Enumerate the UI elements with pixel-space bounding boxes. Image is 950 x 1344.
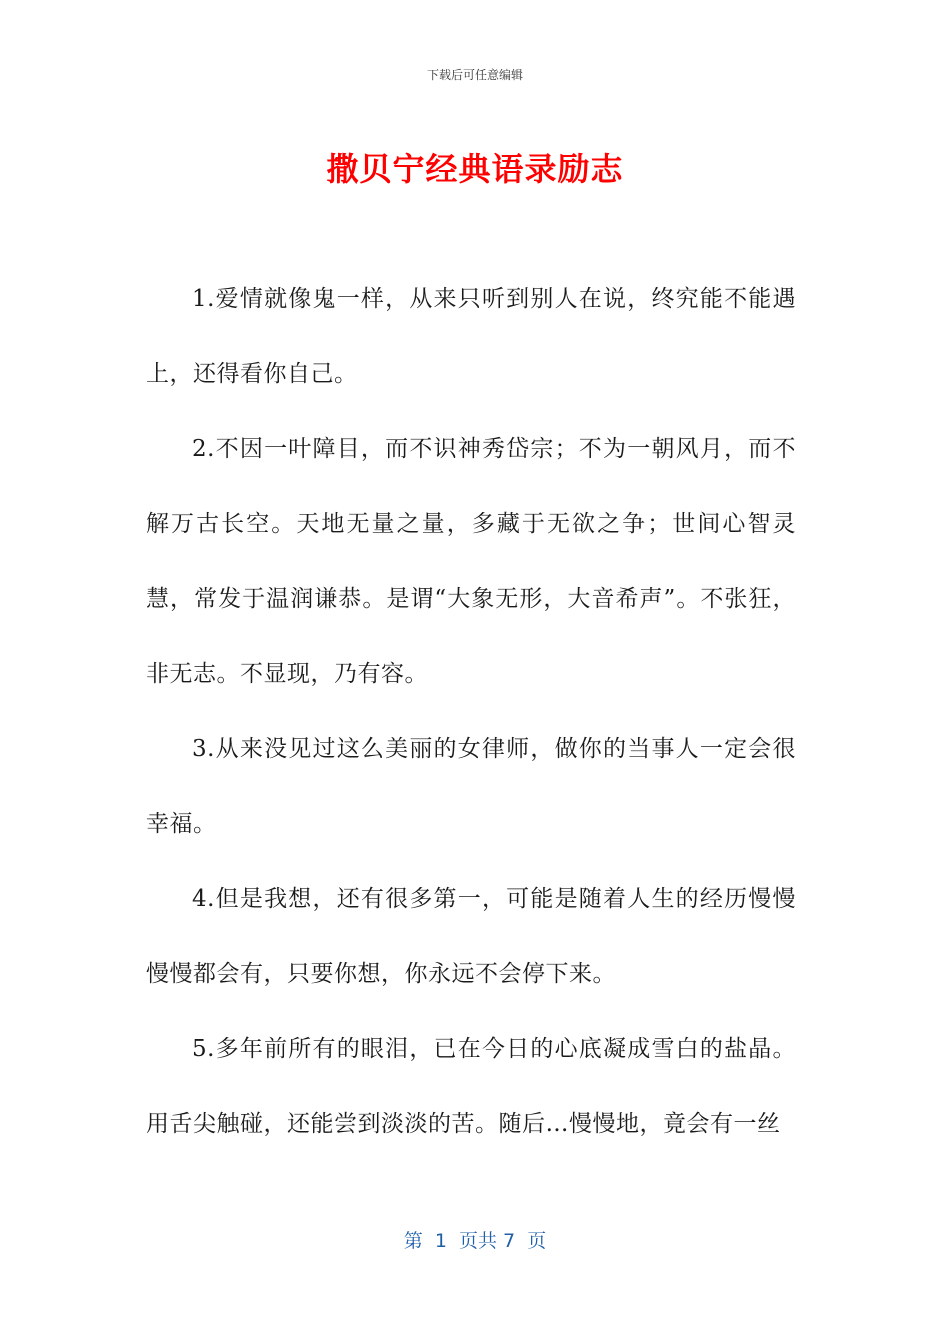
paragraph-2: 2.不因一叶障目，而不识神秀岱宗；不为一朝风月，而不解万古长空。天地无量之量，多藏于无欲之争；世间心智灵慧，常发于温润谦恭。是谓“大象无形，大音希声”。不张狂，非无志。不显现，乃有容。 <box>146 436 796 687</box>
page-number-footer: 第 1 页共 7 页 <box>403 1230 547 1252</box>
paragraph-1: 1.爱情就像鬼一样，从来只听到别人在说，终究能不能遇上，还得看你自己。 <box>146 286 796 387</box>
document-body <box>146 262 796 1162</box>
document-title: 撒贝宁经典语录励志 <box>326 150 624 188</box>
paragraph-5: 5.多年前所有的眼泪，已在今日的心底凝成雪白的盐晶。用舌尖触碰，还能尝到淡淡的苦。随后…慢慢地，竟会有一丝 <box>146 1036 796 1137</box>
paragraph-4: 4.但是我想，还有很多第一，可能是随着人生的经历慢慢慢慢都会有，只要你想，你永远不会停下来。 <box>146 886 796 987</box>
paragraph-3: 3.从来没见过这么美丽的女律师，做你的当事人一定会很幸福。 <box>146 736 796 837</box>
header-note: 下载后可任意编辑 <box>426 68 523 82</box>
